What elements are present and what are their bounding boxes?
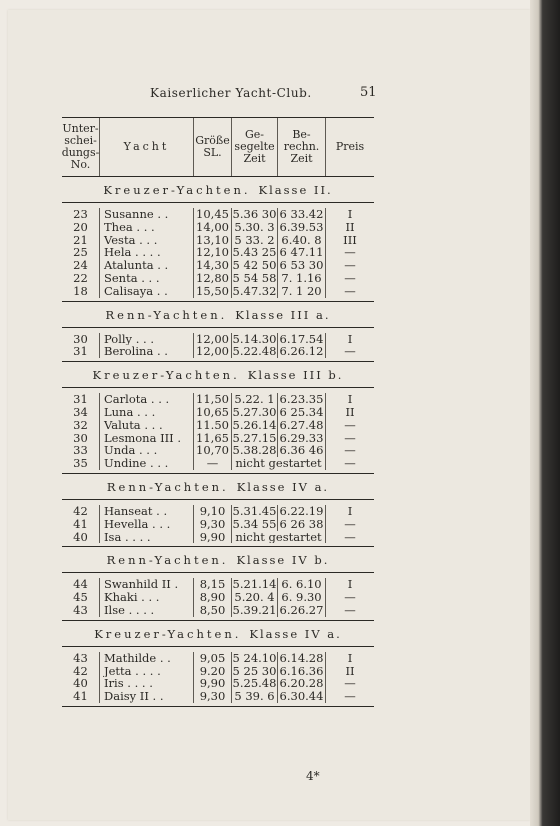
cell-sailed-time: 5.27.30 [232, 405, 277, 419]
cell-number: 25 [62, 246, 100, 259]
cell-prize: — [344, 284, 356, 298]
cell-size: 15,50 [194, 285, 232, 298]
cell-computed-time: 6 53 30 [278, 259, 326, 272]
cell-sailed-time: 5.27.15 [232, 431, 277, 445]
cell-size: 9,90 [194, 677, 232, 690]
cell-yacht-name: Hela . . . . [100, 246, 194, 259]
cell-prize: — [344, 431, 356, 445]
section-class: Klasse IV b. [236, 553, 330, 568]
cell-sailed-time: 5.38.28 [232, 444, 277, 458]
section-category: Kreuzer-Yachten. [92, 368, 240, 383]
cell-computed-time: 6.30.44 [278, 690, 326, 703]
cell-computed-time: 6.20.28 [278, 677, 326, 690]
cell-prize: II [345, 405, 355, 419]
cell-yacht-name: Valuta . . . [100, 419, 194, 432]
table-row [62, 246, 374, 259]
cell-number: 43 [62, 652, 100, 665]
section-title [62, 474, 374, 498]
cell-sailed-time: 5.14.30 [232, 332, 277, 346]
cell-sailed-time: 5.26.14 [232, 418, 277, 432]
cell-yacht-name: Calisaya . . [100, 285, 194, 298]
cell-note: nicht gestartet [232, 457, 326, 470]
cell-number: 31 [62, 393, 100, 406]
cell-size: 9,90 [194, 531, 232, 544]
cell-yacht-name: Jetta . . . . [100, 665, 194, 678]
cell-sailed-time: 5 42 50 [232, 259, 277, 272]
cell-yacht-name: Iris . . . . [100, 677, 194, 690]
cell-yacht-name: Carlota . . . [100, 393, 194, 406]
cell-number: 20 [62, 221, 100, 234]
cell-yacht-name: Lesmona III . [100, 432, 194, 445]
cell-size: 8,15 [194, 578, 232, 591]
cell-computed-time: 6 25.34 [278, 406, 326, 419]
cell-size: 9.20 [194, 665, 232, 678]
cell-computed-time: 6 33.42 [278, 208, 326, 221]
cell-computed-time: 6.22.19 [278, 505, 326, 518]
cell-yacht-name: Hevella . . . [100, 518, 194, 531]
cell-size: 12,00 [194, 333, 232, 346]
table-row [62, 604, 374, 617]
cell-yacht-name: Berolina . . [100, 345, 194, 358]
cell-size: 11.50 [194, 419, 232, 432]
cell-number: 33 [62, 444, 100, 457]
table-row [62, 578, 374, 591]
table-row [62, 457, 374, 470]
section-rows [62, 388, 374, 473]
cell-number: 41 [62, 690, 100, 703]
cell-size: 9,30 [194, 518, 232, 531]
cell-size: 13,10 [194, 234, 232, 247]
cell-yacht-name: Daisy II . . [100, 690, 194, 703]
cell-prize: I [347, 651, 353, 665]
table-row [62, 690, 374, 703]
cell-size: 12,00 [194, 345, 232, 358]
cell-prize: — [344, 591, 356, 604]
cell-sailed-time: 5.22.48 [232, 345, 277, 359]
signature-mark: 4* [306, 769, 320, 783]
table-row [62, 259, 374, 272]
cell-computed-time: 6.23.35 [278, 393, 326, 406]
cell-yacht-name: Unda . . . [100, 444, 194, 457]
section-category: Renn-Yachten. [106, 553, 229, 568]
table-row [62, 665, 374, 678]
cell-number: 45 [62, 591, 100, 604]
cell-number: 41 [62, 518, 100, 531]
cell-yacht-name: Hanseat . . [100, 505, 194, 518]
table-row [62, 419, 374, 432]
cell-sailed-time: 5.25.48 [232, 677, 277, 691]
col-header-no: Unter-schei-dungs-No. [62, 118, 100, 176]
cell-sailed-time: 5.34 55 [232, 517, 277, 531]
cell-yacht-name: Mathilde . . [100, 652, 194, 665]
cell-computed-time: 6. 9.30 [278, 591, 326, 604]
table-row [62, 531, 374, 544]
table-row [62, 221, 374, 234]
cell-sailed-time: 5.21.14 [232, 578, 277, 592]
section-rows [62, 328, 374, 362]
cell-number: 42 [62, 505, 100, 518]
cell-computed-time: 6.26.27 [278, 604, 326, 617]
section-category: Renn-Yachten. [106, 479, 229, 494]
cell-computed-time: 6.39.53 [278, 221, 326, 234]
cell-computed-time: 6.17.54 [278, 333, 326, 346]
section-title [62, 302, 374, 326]
cell-prize: — [344, 603, 356, 617]
results-table [62, 117, 374, 707]
cell-computed-time: 6.14.28 [278, 652, 326, 665]
cell-sailed-time: 5 33. 2 [232, 234, 278, 247]
cell-prize: — [344, 677, 356, 691]
cell-prize: — [344, 457, 356, 470]
section-rows [62, 647, 374, 706]
col-header-prize: Preis [335, 140, 365, 153]
cell-computed-time: 6.36 46 [278, 444, 326, 457]
section-title [62, 547, 374, 571]
cell-number: 43 [62, 604, 100, 617]
cell-prize: II [345, 664, 355, 678]
cell-sailed-time: 5.39.21 [232, 603, 277, 617]
section-end-rule [62, 706, 374, 707]
table-row [62, 406, 374, 419]
section-category: Kreuzer-Yachten. [94, 626, 242, 641]
table-body [62, 177, 374, 707]
cell-prize: II [345, 220, 355, 234]
cell-number: 44 [62, 578, 100, 591]
section-category: Renn-Yachten. [105, 307, 228, 322]
cell-prize: — [344, 517, 356, 531]
cell-size: 14,30 [194, 259, 232, 272]
cell-yacht-name: Ilse . . . . [100, 604, 194, 617]
cell-size: 10,65 [194, 406, 232, 419]
table-row [62, 234, 374, 247]
cell-yacht-name: Thea . . . [100, 221, 194, 234]
table-row [62, 444, 374, 457]
table-row [62, 208, 374, 221]
cell-number: 42 [62, 665, 100, 678]
cell-yacht-name: Susanne . . [100, 208, 194, 221]
cell-computed-time: 6 47.11 [278, 246, 326, 259]
cell-computed-time: 7. 1 20 [278, 285, 326, 298]
cell-size: 12,10 [194, 246, 232, 259]
cell-prize: — [344, 530, 356, 544]
cell-computed-time: 6.40. 8 [278, 234, 326, 247]
cell-number: 24 [62, 259, 100, 272]
section-class: Klasse II. [258, 183, 333, 197]
page-number: 51 [360, 85, 377, 100]
cell-number: 35 [62, 457, 100, 470]
section-rows [62, 573, 374, 619]
cell-sailed-time: 5 54 58 [232, 271, 277, 285]
section-rows [62, 500, 374, 546]
cell-yacht-name: Luna . . . [100, 406, 194, 419]
cell-computed-time: 6 26 38 [278, 518, 326, 531]
section-category: Kreuzer-Yachten. [103, 183, 251, 197]
column-header-row [62, 118, 374, 177]
cell-size: 10,45 [194, 208, 232, 221]
cell-prize: — [344, 418, 356, 432]
cell-sailed-time: 5.36 30 [232, 208, 277, 221]
cell-sailed-time: 5 24.10 [232, 651, 277, 665]
section-rows [62, 203, 374, 301]
cell-size: 8,90 [194, 591, 232, 604]
cell-prize: — [344, 259, 356, 272]
cell-sailed-time: 5.22. 1 [232, 393, 278, 406]
section-title [62, 177, 374, 201]
cell-prize: III [343, 233, 357, 247]
cell-prize: I [347, 578, 353, 592]
cell-yacht-name: Khaki . . . [100, 591, 194, 604]
cell-size: — [194, 457, 232, 470]
cell-number: 30 [62, 333, 100, 346]
cell-sailed-time: 5.47.32 [232, 284, 277, 298]
table-row [62, 677, 374, 690]
cell-yacht-name: Atalunta . . [100, 259, 194, 272]
running-head: Kaiserlicher Yacht-Club. [150, 86, 312, 100]
cell-size: 10,70 [194, 444, 232, 457]
col-header-computed: Be-rechn. Zeit [278, 118, 326, 176]
cell-sailed-time: 5 39. 6 [232, 690, 278, 703]
cell-prize: — [344, 444, 356, 458]
table-row [62, 393, 374, 406]
cell-size: 9,30 [194, 690, 232, 703]
book-binding-edge [530, 0, 560, 826]
table-row [62, 518, 374, 531]
cell-computed-time: 6.29.33 [278, 432, 326, 445]
cell-computed-time: 6.27.48 [278, 419, 326, 432]
table-row [62, 505, 374, 518]
cell-computed-time: 6. 6.10 [278, 578, 326, 591]
cell-sailed-time: 5.43 25 [232, 246, 277, 260]
section-class: Klasse III b. [247, 368, 344, 383]
cell-sailed-time: 5.31.45 [232, 504, 277, 518]
table-row [62, 345, 374, 358]
cell-size: 8,50 [194, 604, 232, 617]
table-row [62, 333, 374, 346]
section-title [62, 362, 374, 386]
cell-prize: — [344, 246, 356, 260]
cell-number: 21 [62, 234, 100, 247]
table-row [62, 285, 374, 298]
cell-yacht-name: Vesta . . . [100, 234, 194, 247]
col-header-yacht: Yacht [100, 118, 194, 176]
table-row [62, 591, 374, 604]
cell-size: 11,65 [194, 432, 232, 445]
cell-computed-time: 7. 1.16 [278, 272, 326, 285]
cell-number: 23 [62, 208, 100, 221]
cell-number: 31 [62, 345, 100, 358]
cell-prize: I [347, 504, 353, 518]
table-row [62, 432, 374, 445]
cell-computed-time: 6.26.12 [278, 345, 326, 358]
section-title [62, 621, 374, 645]
cell-size: 9,05 [194, 652, 232, 665]
cell-sailed-time: 5 25 30 [232, 664, 277, 678]
cell-prize: — [344, 690, 356, 703]
cell-number: 22 [62, 272, 100, 285]
cell-sailed-time: 5.30. 3 [232, 221, 278, 234]
cell-yacht-name: Polly . . . [100, 333, 194, 346]
section-class: Klasse III a. [235, 307, 331, 322]
cell-prize: I [347, 332, 353, 346]
cell-size: 12,80 [194, 272, 232, 285]
cell-number: 30 [62, 432, 100, 445]
cell-computed-time: 6.16.36 [278, 665, 326, 678]
table-row [62, 272, 374, 285]
cell-yacht-name: Undine . . . [100, 457, 194, 470]
section-class: Klasse IV a. [249, 626, 342, 641]
cell-size: 14,00 [194, 221, 232, 234]
col-header-sailed: Ge-segelte Zeit [232, 118, 278, 176]
cell-number: 40 [62, 677, 100, 690]
cell-note: nicht gestartet [232, 531, 326, 544]
cell-prize: — [344, 271, 356, 285]
cell-size: 11,50 [194, 393, 232, 406]
cell-prize: I [347, 208, 353, 221]
col-header-size: Größe SL. [194, 118, 232, 176]
section-class: Klasse IV a. [236, 479, 330, 494]
cell-yacht-name: Senta . . . [100, 272, 194, 285]
cell-yacht-name: Isa . . . . [100, 531, 194, 544]
cell-number: 18 [62, 285, 100, 298]
cell-prize: — [344, 345, 356, 359]
cell-number: 34 [62, 406, 100, 419]
cell-number: 32 [62, 419, 100, 432]
table-row [62, 652, 374, 665]
cell-size: 9,10 [194, 505, 232, 518]
cell-number: 40 [62, 531, 100, 544]
cell-sailed-time: 5.20. 4 [232, 591, 278, 604]
cell-yacht-name: Swanhild II . [100, 578, 194, 591]
cell-prize: I [347, 393, 353, 406]
